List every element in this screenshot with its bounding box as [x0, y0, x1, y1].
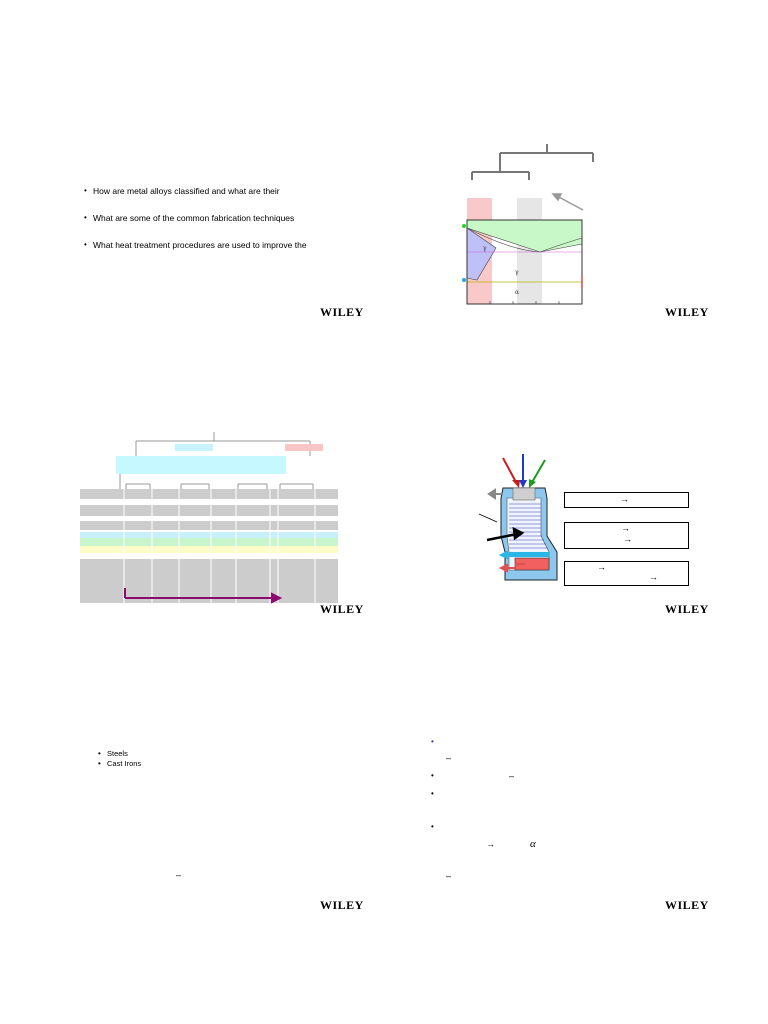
reaction-arrow: →: [649, 572, 658, 582]
bullet: •: [431, 822, 434, 831]
wiley-logo: WILEY: [665, 305, 709, 319]
gamma-label: γ: [483, 245, 487, 252]
wiley-logo: WILEY: [320, 305, 364, 319]
slide-1: [80, 125, 370, 325]
reaction-arrow: →: [597, 562, 606, 572]
dash-glyph: –: [446, 753, 452, 763]
slide-3-classification-table: [80, 432, 340, 607]
table-row: [80, 538, 338, 546]
input-arrows: [503, 454, 545, 488]
alpha-label: α: [515, 289, 520, 296]
slide-4-furnace-diagram: [475, 452, 575, 592]
slide-5-bullet-list: [98, 749, 141, 769]
gamma-label: γ: [515, 269, 519, 276]
header-cell-pink: [285, 444, 323, 451]
category-bar: [116, 456, 286, 474]
dash-glyph: –: [509, 771, 515, 781]
bullet: •: [431, 771, 434, 780]
table-row: [80, 532, 338, 538]
wiley-logo: WILEY: [665, 602, 709, 616]
furnace-top: [513, 488, 535, 500]
wiley-logo: WILEY: [320, 602, 364, 616]
pointer-arrow: [553, 194, 583, 210]
bullet-item: • What heat treatment procedures are used to improve the: [84, 240, 354, 250]
slide-1-bullet-list: [84, 186, 354, 267]
table-row: [80, 559, 338, 603]
reaction-arrow: →: [623, 534, 632, 544]
header-cell-blue: [175, 444, 213, 451]
tree-bracket: [472, 144, 593, 180]
reaction-arrow: →: [621, 523, 630, 533]
dash-glyph: –: [176, 870, 182, 880]
slide-2-phase-diagram: [450, 140, 620, 310]
label-arrow: [479, 514, 497, 522]
wiley-logo: WILEY: [665, 898, 709, 912]
alpha-glyph: α: [530, 838, 536, 850]
bullet-blue: •: [431, 737, 434, 746]
bullet-item: • Steels: [98, 749, 141, 759]
table-row: [80, 489, 338, 499]
bullet: •: [431, 789, 434, 798]
reaction-box: [564, 561, 689, 586]
dash-glyph: –: [446, 871, 452, 881]
wiley-logo: WILEY: [320, 898, 364, 912]
bullet-item: • What are some of the common fabrication techniques: [84, 213, 354, 223]
arrow-glyph: →: [486, 839, 495, 849]
table-row: [80, 546, 338, 553]
reaction-arrow: →: [620, 494, 629, 504]
reaction-box: [564, 522, 689, 549]
table-row: [80, 505, 338, 516]
bullet-item: • How are metal alloys classified and what are their: [84, 186, 354, 196]
bullet-item: • Cast Irons: [98, 759, 141, 769]
reaction-box: [564, 492, 689, 508]
table-row: [80, 521, 338, 530]
